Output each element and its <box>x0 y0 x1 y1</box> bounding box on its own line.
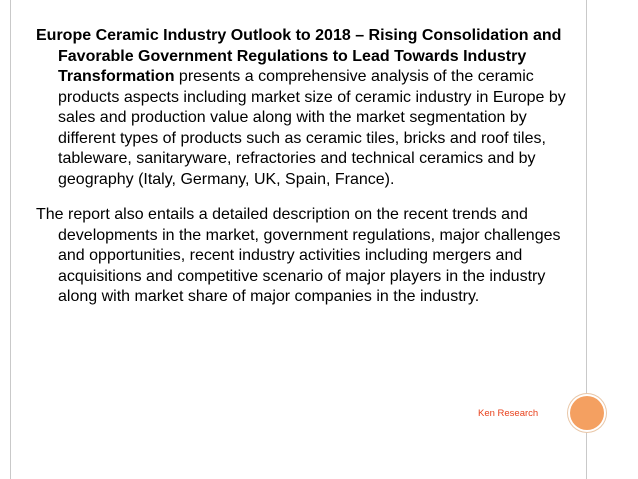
paragraph-report-overview <box>36 26 576 190</box>
paragraph-report-details <box>36 205 576 308</box>
slide-body <box>36 26 576 308</box>
left-border-line <box>10 0 11 479</box>
report-details-text: The report also entails a detailed description on the recent trends and developments in the market, government regulations, major challenges and opportunities, recent industry activities including mergers and acquisitions and competitive scenario of major players in the industry along with market share of major companies in the industry. <box>36 206 561 305</box>
report-title: Europe Ceramic Industry Outlook to 2018 – Rising Consolidation and Favorable Government Regulations to Lead Towards Industry Transformation <box>36 27 562 85</box>
decorative-circle-icon <box>570 396 604 430</box>
source-label: Ken Research <box>478 408 539 419</box>
report-overview-text: presents a comprehensive analysis of the ceramic products aspects including market size of ceramic industry in Europe by sales and production value along with the market segmentation by different types of products such as ceramic tiles, bricks and roof tiles, tableware, sanitaryware, refractories and technical ceramics and by geography (Italy, Germany, UK, Spain, France). <box>58 68 566 188</box>
